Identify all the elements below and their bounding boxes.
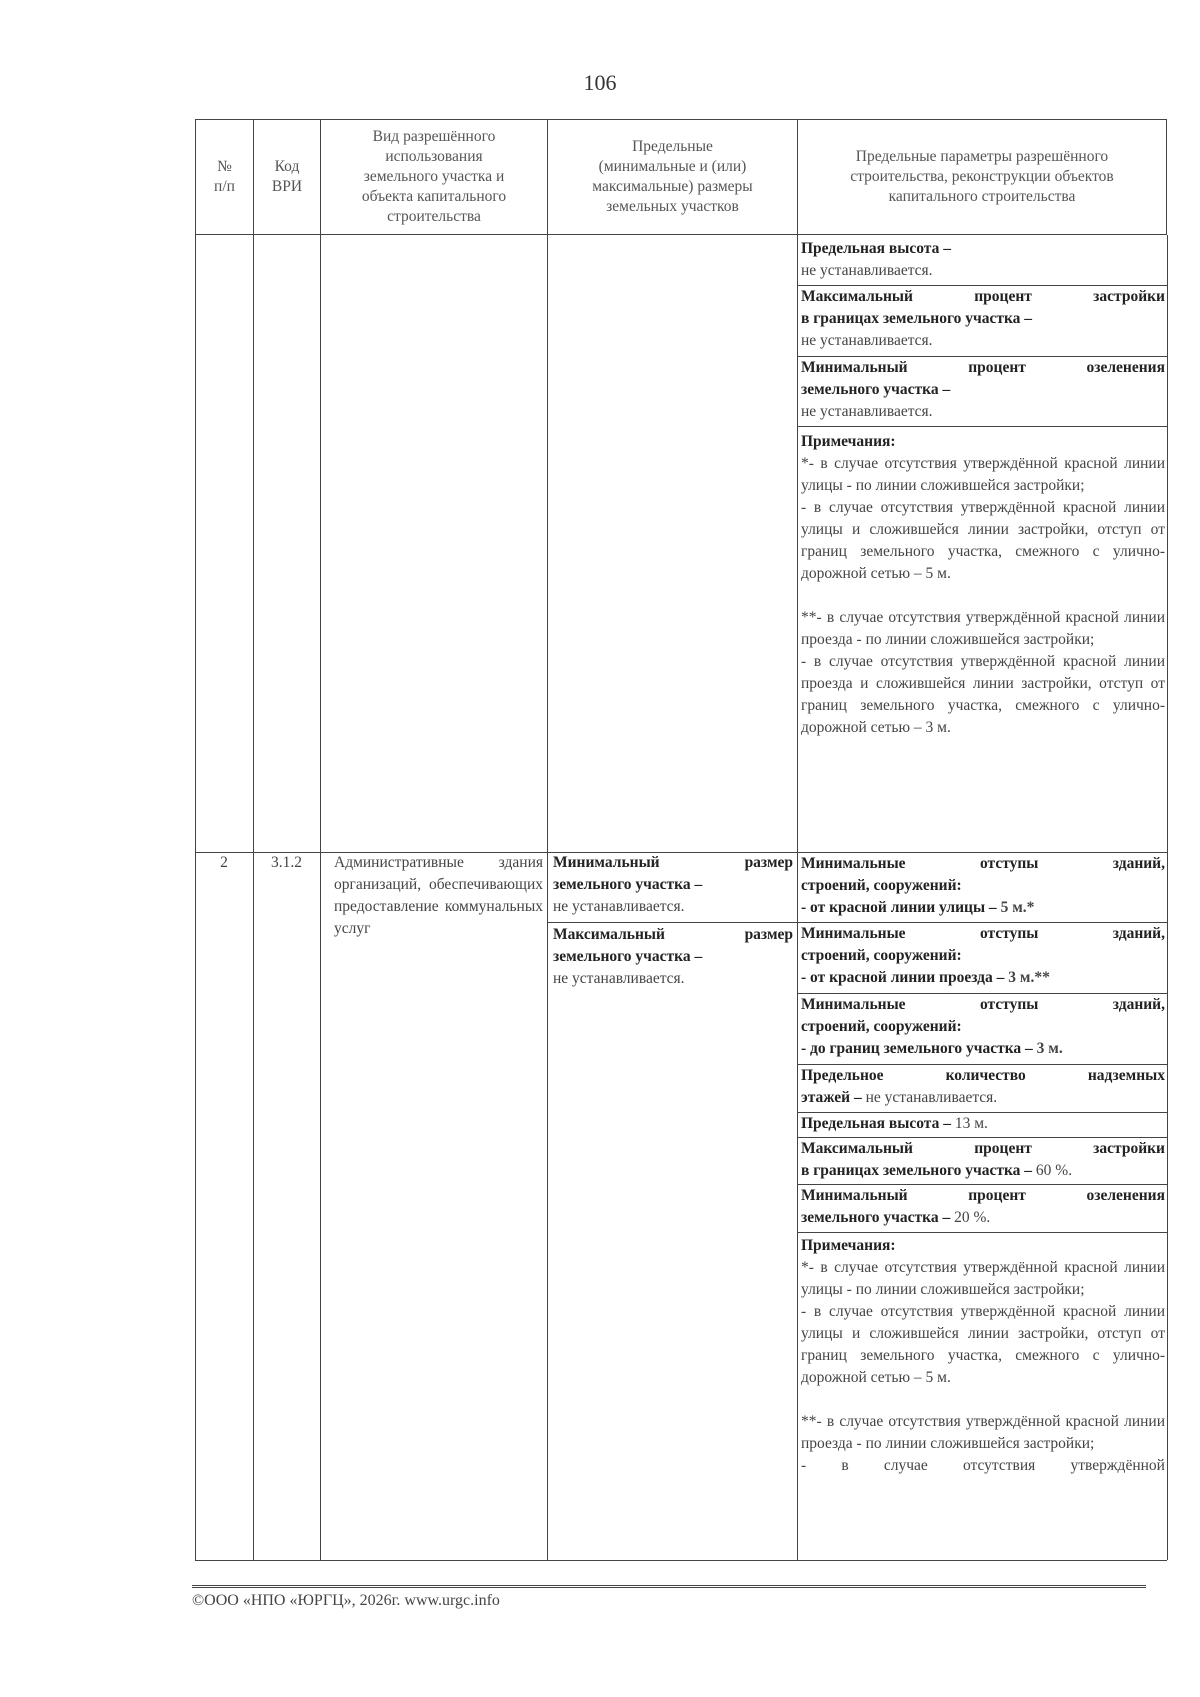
table-border — [253, 235, 254, 1560]
cell-setback-plot: Минимальные отступы зданий, строений, сооружений: - до границ земельного участка – 3 м. — [797, 993, 1167, 1064]
table-border — [195, 235, 196, 1560]
page-number: 106 — [583, 70, 617, 95]
cell-green-percent: Минимальный процент озеленения земельного участка – 20 %. — [797, 1184, 1167, 1232]
cell-height: Предельная высота – 13 м. — [797, 1112, 1167, 1137]
cell-notes: Примечания: *- в случае отсутствия утверждённой красной линии улицы - по линии сложившейся застройки; - в случае отсутствия утверждённой красной линии улицы и сложившейся линии застройки, отступ от границ земельного участка, смежного с улично-дорожной сетью – 5 м. **- в случае отсутствия утверждённой красной линии проезда - по линии сложившейся застройки; - в случае отсутствия утверждённой — [797, 1232, 1167, 1560]
cell-setback-passage: Минимальные отступы зданий, строений, сооружений: - от красной линии проезда – 3 м.** — [797, 922, 1167, 993]
row2-min-size: Минимальный размер земельного участка – не устанавливается. — [553, 854, 793, 915]
cell-height-cont: Предельная высота – не устанавливается. — [801, 240, 951, 279]
cell-green-percent-cont: Минимальный процент озеленения земельного участка – не устанавливается. — [797, 356, 1167, 426]
row2-use: Административные здания организаций, обеспечивающих предоставление коммунальных услуг — [334, 854, 543, 937]
row-divider — [547, 922, 797, 923]
header-params: Предельные параметры разрешённого строительства, реконструкции объектов капитального строительства — [797, 119, 1167, 235]
header-code: Код ВРИ — [253, 119, 320, 235]
footer-divider — [192, 1585, 1146, 1588]
row2-num: 2 — [220, 854, 228, 871]
cell-floors: Предельное количество надземных этажей – не устанавливается. — [797, 1064, 1167, 1112]
header-num: № п/п — [195, 119, 253, 235]
row2-max-size: Максимальный размер земельного участка – не устанавливается. — [553, 926, 793, 987]
cell-setback-street: Минимальные отступы зданий, строений, сооружений: - от красной линии улицы – 5 м.* — [797, 852, 1167, 922]
header-use: Вид разрешённого использования земельного участка и объекта капитального строительства — [320, 119, 547, 235]
table-border — [1167, 235, 1168, 1560]
cell-build-percent-cont: Максимальный процент застройки в границах земельного участка – не устанавливается. — [797, 285, 1167, 356]
cell-notes-cont: Примечания: *- в случае отсутствия утверждённой красной линии улицы - по линии сложившейся застройки; - в случае отсутствия утверждённой красной линии улицы и сложившейся линии застройки, отступ от границ земельного участка, смежного с улично-дорожной сетью – 5 м. **- в случае отсутствия утверждённой красной линии проезда - по линии сложившейся застройки; - в случае отсутствия утверждённой красной линии проезда и сложившейся линии застройки, отступ от границ земельного участка, смежного с улично-дорожной сетью – 3 м. — [797, 426, 1167, 852]
cell-build-percent: Максимальный процент застройки в границах земельного участка – 60 %. — [797, 1137, 1167, 1184]
row2-code: 3.1.2 — [271, 854, 302, 871]
table-bottom — [195, 1560, 1167, 1561]
header-sizes: Предельные (минимальные и (или) максимальные) размеры земельных участков — [547, 119, 797, 235]
footer-copyright: ©ООО «НПО «ЮРГЦ», 2026г. www.urgc.info — [192, 1592, 500, 1609]
